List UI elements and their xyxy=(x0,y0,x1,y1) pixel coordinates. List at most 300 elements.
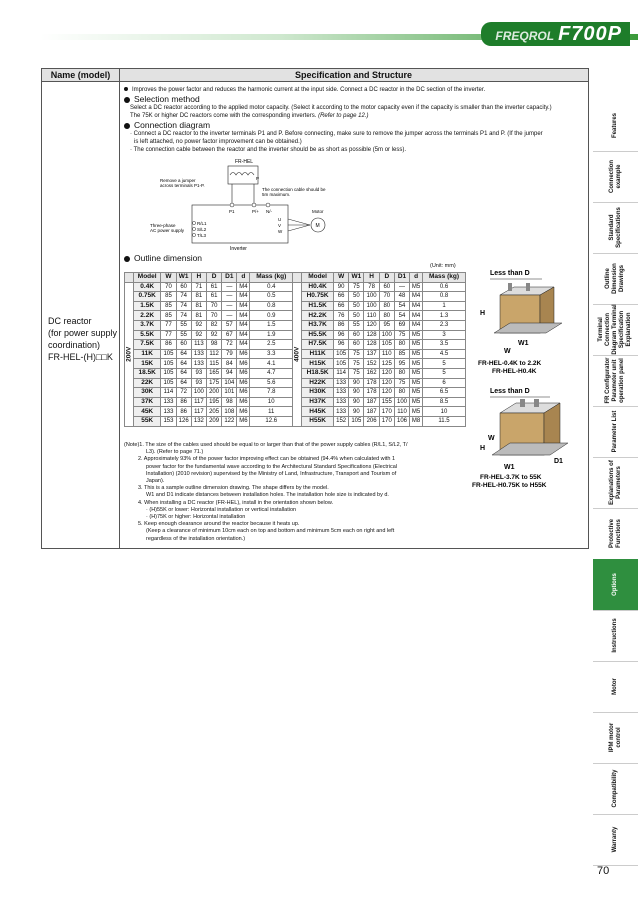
table-cell: 3 xyxy=(423,330,466,340)
table-cell: 170 xyxy=(379,407,394,417)
table-cell: M5 xyxy=(410,388,423,398)
table-cell: 85 xyxy=(394,349,409,359)
table-cell: 75 xyxy=(349,359,364,369)
label-w-2: W xyxy=(488,435,495,442)
tab-protective-functions[interactable] xyxy=(593,508,638,560)
table-cell: 90 xyxy=(349,378,364,388)
table-cell: — xyxy=(394,282,409,292)
tab-connection-example[interactable] xyxy=(593,151,638,203)
table-cell: 137 xyxy=(364,349,379,359)
column-header: d xyxy=(237,273,250,283)
table-cell: 125 xyxy=(379,359,394,369)
connection-diagram xyxy=(150,157,350,252)
table-cell: 122 xyxy=(222,416,237,426)
table-cell: 60 xyxy=(379,282,394,292)
table-cell: 50 xyxy=(349,311,364,321)
table-cell: 54 xyxy=(394,301,409,311)
table-cell: 152 xyxy=(334,416,349,426)
label-p: P xyxy=(256,176,260,181)
table-cell: 105 xyxy=(349,416,364,426)
label-cable: The connection cable should be xyxy=(262,187,326,192)
table-cell: 117 xyxy=(191,397,206,407)
label-w-1: W xyxy=(504,348,511,355)
table-cell: 64 xyxy=(176,368,191,378)
table-cell: 90 xyxy=(334,282,349,292)
table-cell: 187 xyxy=(364,407,379,417)
table-cell: 45K xyxy=(134,407,161,417)
label-u: U xyxy=(278,217,282,222)
table-cell: 110 xyxy=(394,407,409,417)
table-cell: 80 xyxy=(379,301,394,311)
table-cell: 67 xyxy=(222,330,237,340)
caption-1a: FR-HEL-0.4K to 2.2K xyxy=(478,360,542,367)
label-w1-1: W1 xyxy=(518,340,529,347)
tab-terminal-connection-diagram-terminal-specification-explanation[interactable] xyxy=(593,304,638,356)
tab-features[interactable] xyxy=(593,100,638,152)
model-name-line: (for power supply xyxy=(48,328,118,338)
table-cell: 70 xyxy=(207,301,222,311)
table-cell: 170 xyxy=(379,416,394,426)
note-line: 4. When installing a DC reactor (FR-HEL), install in the orientation shown below. xyxy=(138,499,334,506)
table-cell: 95 xyxy=(379,320,394,330)
table-cell: 112 xyxy=(207,349,222,359)
table-cell: 85 xyxy=(161,311,176,321)
table-cell: 2.2K xyxy=(134,311,161,321)
table-cell: 10 xyxy=(250,397,293,407)
table-cell: 120 xyxy=(379,378,394,388)
table-cell: 92 xyxy=(207,330,222,340)
table-cell: 100 xyxy=(364,301,379,311)
table-cell: M6 xyxy=(237,368,250,378)
tab-label: Motor xyxy=(612,678,618,695)
table-cell: 120 xyxy=(379,368,394,378)
dimension-table xyxy=(124,272,466,427)
tab-label: Outline Dimension Drawings xyxy=(605,263,625,294)
table-cell: 90 xyxy=(349,407,364,417)
table-cell: 6.5 xyxy=(423,388,466,398)
voltage-label-200: 200V xyxy=(125,282,134,426)
notes xyxy=(124,442,464,543)
table-cell: 110 xyxy=(379,349,394,359)
table-cell: M6 xyxy=(237,359,250,369)
table-cell: 75 xyxy=(394,330,409,340)
table-cell: 128 xyxy=(364,330,379,340)
column-header: d xyxy=(410,273,423,283)
column-header: D1 xyxy=(222,273,237,283)
bullet-icon xyxy=(124,123,130,129)
table-cell: 70 xyxy=(207,311,222,321)
table-cell: 74 xyxy=(176,292,191,302)
label-m: M xyxy=(315,223,320,229)
table-cell: 90 xyxy=(349,388,364,398)
table-cell: 77 xyxy=(161,320,176,330)
table-cell: 105 xyxy=(161,378,176,388)
table-cell: 120 xyxy=(379,388,394,398)
table-cell: 0.4K xyxy=(134,282,161,292)
table-cell: 96 xyxy=(334,340,349,350)
model-name-line: FR-HEL-(H)□□K xyxy=(48,352,113,362)
table-cell: M5 xyxy=(410,340,423,350)
column-header: H xyxy=(191,273,206,283)
table-cell: 128 xyxy=(364,340,379,350)
model-name-line: coordination) xyxy=(48,340,101,350)
note-line: Installation) (2010 revision) supervised by the Ministry of Land, Infrastructure, Transport and Tourism of xyxy=(146,470,397,477)
table-cell: 60 xyxy=(176,340,191,350)
table-cell: 86 xyxy=(161,340,176,350)
table-cell: 133 xyxy=(334,388,349,398)
table-cell: 1 xyxy=(423,301,466,311)
table-header xyxy=(41,68,589,82)
tab-options[interactable] xyxy=(593,559,638,611)
table-cell: 50 xyxy=(349,292,364,302)
table-cell: 4.7 xyxy=(250,368,293,378)
table-cell: 85 xyxy=(161,301,176,311)
table-cell: 155 xyxy=(379,397,394,407)
table-cell: 11 xyxy=(250,407,293,417)
table-cell: 117 xyxy=(191,407,206,417)
bullet-icon xyxy=(124,97,130,103)
table-cell: 55 xyxy=(349,320,364,330)
table-cell: 98 xyxy=(222,397,237,407)
table-cell: 187 xyxy=(364,397,379,407)
table-cell: 178 xyxy=(364,388,379,398)
table-cell: 50 xyxy=(349,301,364,311)
table-cell: H30K xyxy=(302,388,334,398)
table-cell: 75 xyxy=(349,282,364,292)
table-cell: 133 xyxy=(334,378,349,388)
table-cell: 133 xyxy=(161,397,176,407)
table-cell: 153 xyxy=(161,416,176,426)
tab-label: Features xyxy=(612,113,618,139)
table-cell: 64 xyxy=(176,359,191,369)
table-cell: 60 xyxy=(349,330,364,340)
table-cell: M5 xyxy=(410,378,423,388)
table-cell: 75 xyxy=(349,368,364,378)
table-cell: 81 xyxy=(191,311,206,321)
table-cell: 93 xyxy=(191,378,206,388)
table-cell: 72 xyxy=(176,388,191,398)
table-cell: 60 xyxy=(349,340,364,350)
model-name-line: DC reactor xyxy=(48,316,92,326)
table-cell: 104 xyxy=(222,378,237,388)
label-t: T/L3 xyxy=(197,233,207,238)
label-less-than-d-1: Less than D xyxy=(490,270,530,277)
caption-1b: FR-HEL-H0.4K xyxy=(492,368,537,375)
table-cell: H22K xyxy=(302,378,334,388)
table-cell: 98 xyxy=(207,340,222,350)
label-h-2: H xyxy=(480,445,486,452)
table-cell: 110 xyxy=(364,311,379,321)
caption-2b: FR-HEL-H0.75K to H55K xyxy=(472,482,547,489)
table-cell: H55K xyxy=(302,416,334,426)
table-cell: 11.5 xyxy=(423,416,466,426)
table-cell: H18.5K xyxy=(302,368,334,378)
table-cell: 133 xyxy=(191,359,206,369)
caption-2a: FR-HEL-3.7K to 55K xyxy=(480,474,542,481)
column-header: W xyxy=(161,273,176,283)
table-cell: 105 xyxy=(334,349,349,359)
table-cell: H7.5K xyxy=(302,340,334,350)
column-header: W1 xyxy=(349,273,364,283)
label-d1: D1 xyxy=(554,458,563,465)
table-cell: — xyxy=(222,301,237,311)
table-cell: 61 xyxy=(207,282,222,292)
tab-label: Explanations of Parameters xyxy=(608,460,622,505)
tab-label: Warranty xyxy=(612,826,618,853)
table-cell: — xyxy=(222,292,237,302)
table-cell: M4 xyxy=(237,340,250,350)
column-header: W1 xyxy=(176,273,191,283)
label-frhel: FR-HEL xyxy=(235,159,254,165)
tab-outline-dimension-drawings[interactable] xyxy=(593,253,638,305)
table-cell: 54 xyxy=(394,311,409,321)
table-cell: M6 xyxy=(237,416,250,426)
outline-drawings xyxy=(470,265,588,505)
table-cell: 74 xyxy=(176,311,191,321)
bullet-icon xyxy=(124,87,128,91)
table-cell: 11K xyxy=(134,349,161,359)
table-cell: M5 xyxy=(410,282,423,292)
tab-instructions[interactable] xyxy=(593,610,638,662)
note-line: · (H)75K or higher: Horizontal installation xyxy=(146,514,246,521)
table-cell: 114 xyxy=(161,388,176,398)
table-cell: M4 xyxy=(237,282,250,292)
volt-header xyxy=(293,273,302,283)
column-header-spec: Specification and Structure xyxy=(294,70,413,80)
model-name xyxy=(48,315,118,363)
table-cell: M6 xyxy=(237,407,250,417)
table-cell: 66 xyxy=(334,292,349,302)
table-cell: 133 xyxy=(191,349,206,359)
column-header: H xyxy=(364,273,379,283)
table-cell: 7.5K xyxy=(134,340,161,350)
label-s: S/L2 xyxy=(197,227,207,232)
table-cell: 66 xyxy=(334,301,349,311)
tab-label: Standard Specifications xyxy=(608,207,622,248)
table-cell: 209 xyxy=(207,416,222,426)
note-line: (Keep a clearance of minimum 10cm each on top and bottom and minimum 5cm each on right and left xyxy=(146,528,395,535)
tab-fr-configurator-parameter-unit-operation-panel[interactable] xyxy=(593,355,638,407)
tab-warranty[interactable] xyxy=(593,814,638,866)
table-cell: 76 xyxy=(334,311,349,321)
table-cell: 0.8 xyxy=(250,301,293,311)
table-cell: 1.5K xyxy=(134,301,161,311)
label-pplus: P/+ xyxy=(252,209,259,214)
table-cell: 81 xyxy=(191,301,206,311)
table-cell: 101 xyxy=(222,388,237,398)
column-header: Model xyxy=(302,273,334,283)
table-cell: H5.5K xyxy=(302,330,334,340)
table-cell: 133 xyxy=(334,407,349,417)
table-cell: 1.9 xyxy=(250,330,293,340)
table-cell: 132 xyxy=(191,416,206,426)
table-cell: 120 xyxy=(364,320,379,330)
table-cell: 205 xyxy=(207,407,222,417)
table-cell: 100 xyxy=(364,292,379,302)
label-less-than-d-2: Less than D xyxy=(490,388,530,395)
table-cell: 22K xyxy=(134,378,161,388)
table-cell: 55 xyxy=(176,320,191,330)
tab-motor[interactable] xyxy=(593,661,638,713)
table-cell: M4 xyxy=(237,301,250,311)
table-cell: 80 xyxy=(379,311,394,321)
table-cell: 126 xyxy=(176,416,191,426)
tab-label: Options xyxy=(612,573,618,596)
table-cell: 5.6 xyxy=(250,378,293,388)
label-nminus: N/- xyxy=(266,209,272,214)
table-cell: 55 xyxy=(176,330,191,340)
tab-ipm-motor-control[interactable] xyxy=(593,712,638,764)
table-cell: H1.5K xyxy=(302,301,334,311)
label-remove-jumper: Remove a jumper xyxy=(160,178,196,183)
table-cell: 0.75K xyxy=(134,292,161,302)
note-line: · (H)55K or lower: Horizontal installation or vertical installation xyxy=(146,506,297,513)
connection-text-1b: is left attached, no power factor improvement can be obtained.) xyxy=(134,139,302,145)
table-cell: M4 xyxy=(410,320,423,330)
table-cell: 0.4 xyxy=(250,282,293,292)
coil-icon xyxy=(230,173,254,176)
table-cell: 4.1 xyxy=(250,359,293,369)
intro-text: Improves the power factor and reduces the harmonic current at the input side. Connect a DC reactor in the DC section of the inverter. xyxy=(124,86,584,94)
table-cell: M6 xyxy=(237,378,250,388)
section-title-selection: Selection method xyxy=(124,95,584,103)
table-cell: M6 xyxy=(237,397,250,407)
table-cell: M6 xyxy=(237,349,250,359)
table-cell: 69 xyxy=(394,320,409,330)
table-cell: 37K xyxy=(134,397,161,407)
table-cell: 6 xyxy=(423,378,466,388)
selection-text-1: Select a DC reactor according to the applied motor capacity. (Select it according to the motor capacity even if the capacity is smaller than the inverter capacity.) xyxy=(130,105,552,111)
table-cell: H37K xyxy=(302,397,334,407)
table-cell: 80 xyxy=(394,368,409,378)
table-cell: 84 xyxy=(222,359,237,369)
table-cell: H15K xyxy=(302,359,334,369)
table-cell: 1.5 xyxy=(250,320,293,330)
table-cell: 64 xyxy=(176,378,191,388)
note-line: W1 and D1 indicate distances between installation holes. The installation hole size is indicated by d. xyxy=(146,492,389,499)
label-h-1: H xyxy=(480,310,486,317)
table-cell: M4 xyxy=(237,292,250,302)
table-cell: M4 xyxy=(410,292,423,302)
table-cell: M4 xyxy=(237,330,250,340)
table-cell: 30K xyxy=(134,388,161,398)
page-header xyxy=(0,22,638,44)
tab-label: Compatibility xyxy=(612,769,618,808)
table-cell: 0.8 xyxy=(423,292,466,302)
table-cell: 105 xyxy=(379,340,394,350)
table-cell: 78 xyxy=(364,282,379,292)
table-cell: 113 xyxy=(191,340,206,350)
table-cell: 86 xyxy=(334,320,349,330)
label-w: W xyxy=(278,229,283,234)
table-cell: 80 xyxy=(394,388,409,398)
table-cell: M5 xyxy=(410,397,423,407)
table-cell: 94 xyxy=(222,368,237,378)
table-cell: 105 xyxy=(161,349,176,359)
table-cell: 100 xyxy=(394,397,409,407)
table-cell: M4 xyxy=(237,320,250,330)
table-cell: 105 xyxy=(161,359,176,369)
table-cell: 10 xyxy=(423,407,466,417)
label-three-phase: Three-phase xyxy=(150,223,176,228)
spec-content xyxy=(124,85,584,154)
table-cell: 71 xyxy=(191,282,206,292)
table-cell: 70 xyxy=(379,292,394,302)
table-cell: 93 xyxy=(191,368,206,378)
column-header: Mass (kg) xyxy=(423,273,466,283)
section-title-connection: Connection diagram xyxy=(124,121,584,129)
table-cell: 7.8 xyxy=(250,388,293,398)
note-line: (Note)1. The size of the cables used should be equal to or larger than that of the power supply cables (R/L1, S/L2, T/ xyxy=(124,442,408,448)
table-cell: 75 xyxy=(394,378,409,388)
tab-parameter-list[interactable] xyxy=(593,406,638,458)
table-cell: 206 xyxy=(364,416,379,426)
label-ac-supply: AC power supply xyxy=(150,228,185,233)
tab-explanations-of-parameters[interactable] xyxy=(593,457,638,509)
bullet-icon xyxy=(124,256,130,262)
column-header: Model xyxy=(134,273,161,283)
section-title-outline: Outline dimension xyxy=(124,253,202,263)
tab-label: Terminal Connection Diagram Terminal Specification Explanation xyxy=(598,304,632,355)
note-line: 2. Approximately 93% of the power factor improving effect can be obtained (94.4% when calculated with 1 xyxy=(138,456,396,463)
table-cell: M8 xyxy=(410,416,423,426)
table-cell: 18.5K xyxy=(134,368,161,378)
table-cell: 115 xyxy=(207,359,222,369)
tab-standard-specifications[interactable] xyxy=(593,202,638,254)
connection-text-1: · Connect a DC reactor to the inverter terminals P1 and P. Before connecting, make sure to remove the jumper across the terminals P1 and P. (If the jumper xyxy=(130,131,543,137)
table-cell: 105 xyxy=(334,359,349,369)
table-cell: M5 xyxy=(410,407,423,417)
column-header-name: Name (model) xyxy=(42,69,120,81)
table-cell: 80 xyxy=(394,340,409,350)
table-cell: H0.4K xyxy=(302,282,334,292)
table-cell: H11K xyxy=(302,349,334,359)
table-cell: 106 xyxy=(394,416,409,426)
table-cell: 133 xyxy=(334,397,349,407)
table-cell: 100 xyxy=(191,388,206,398)
note-line: 5. Keep enough clearance around the reactor because it heats up. xyxy=(138,521,300,528)
table-cell: 92 xyxy=(191,330,206,340)
table-row xyxy=(125,282,466,292)
table-cell: 162 xyxy=(364,368,379,378)
page-number: 70 xyxy=(597,865,610,877)
table-cell: 15K xyxy=(134,359,161,369)
volt-header xyxy=(125,273,134,283)
table-cell: M4 xyxy=(237,311,250,321)
table-cell: — xyxy=(222,311,237,321)
table-cell: 195 xyxy=(207,397,222,407)
label-p1: P1 xyxy=(229,209,235,214)
table-cell: 105 xyxy=(161,368,176,378)
table-cell: 108 xyxy=(222,407,237,417)
tab-label: IPM motor control xyxy=(608,722,622,753)
table-cell: 57 xyxy=(222,320,237,330)
voltage-label-400: 400V xyxy=(293,282,302,426)
table-cell: 3.3 xyxy=(250,349,293,359)
table-cell: 12.6 xyxy=(250,416,293,426)
table-cell: 90 xyxy=(349,397,364,407)
table-cell: 1.3 xyxy=(423,311,466,321)
tab-compatibility[interactable] xyxy=(593,763,638,815)
table-cell: 77 xyxy=(161,330,176,340)
table-cell: 178 xyxy=(364,378,379,388)
table-cell: H45K xyxy=(302,407,334,417)
tab-label: Connection example xyxy=(608,160,622,193)
table-cell: 5 xyxy=(423,359,466,369)
table-cell: H3.7K xyxy=(302,320,334,330)
selection-text-2: The 75K or higher DC reactors come with the corresponding inverters. (Refer to page 12.) xyxy=(130,113,369,119)
table-cell: 0.5 xyxy=(250,292,293,302)
